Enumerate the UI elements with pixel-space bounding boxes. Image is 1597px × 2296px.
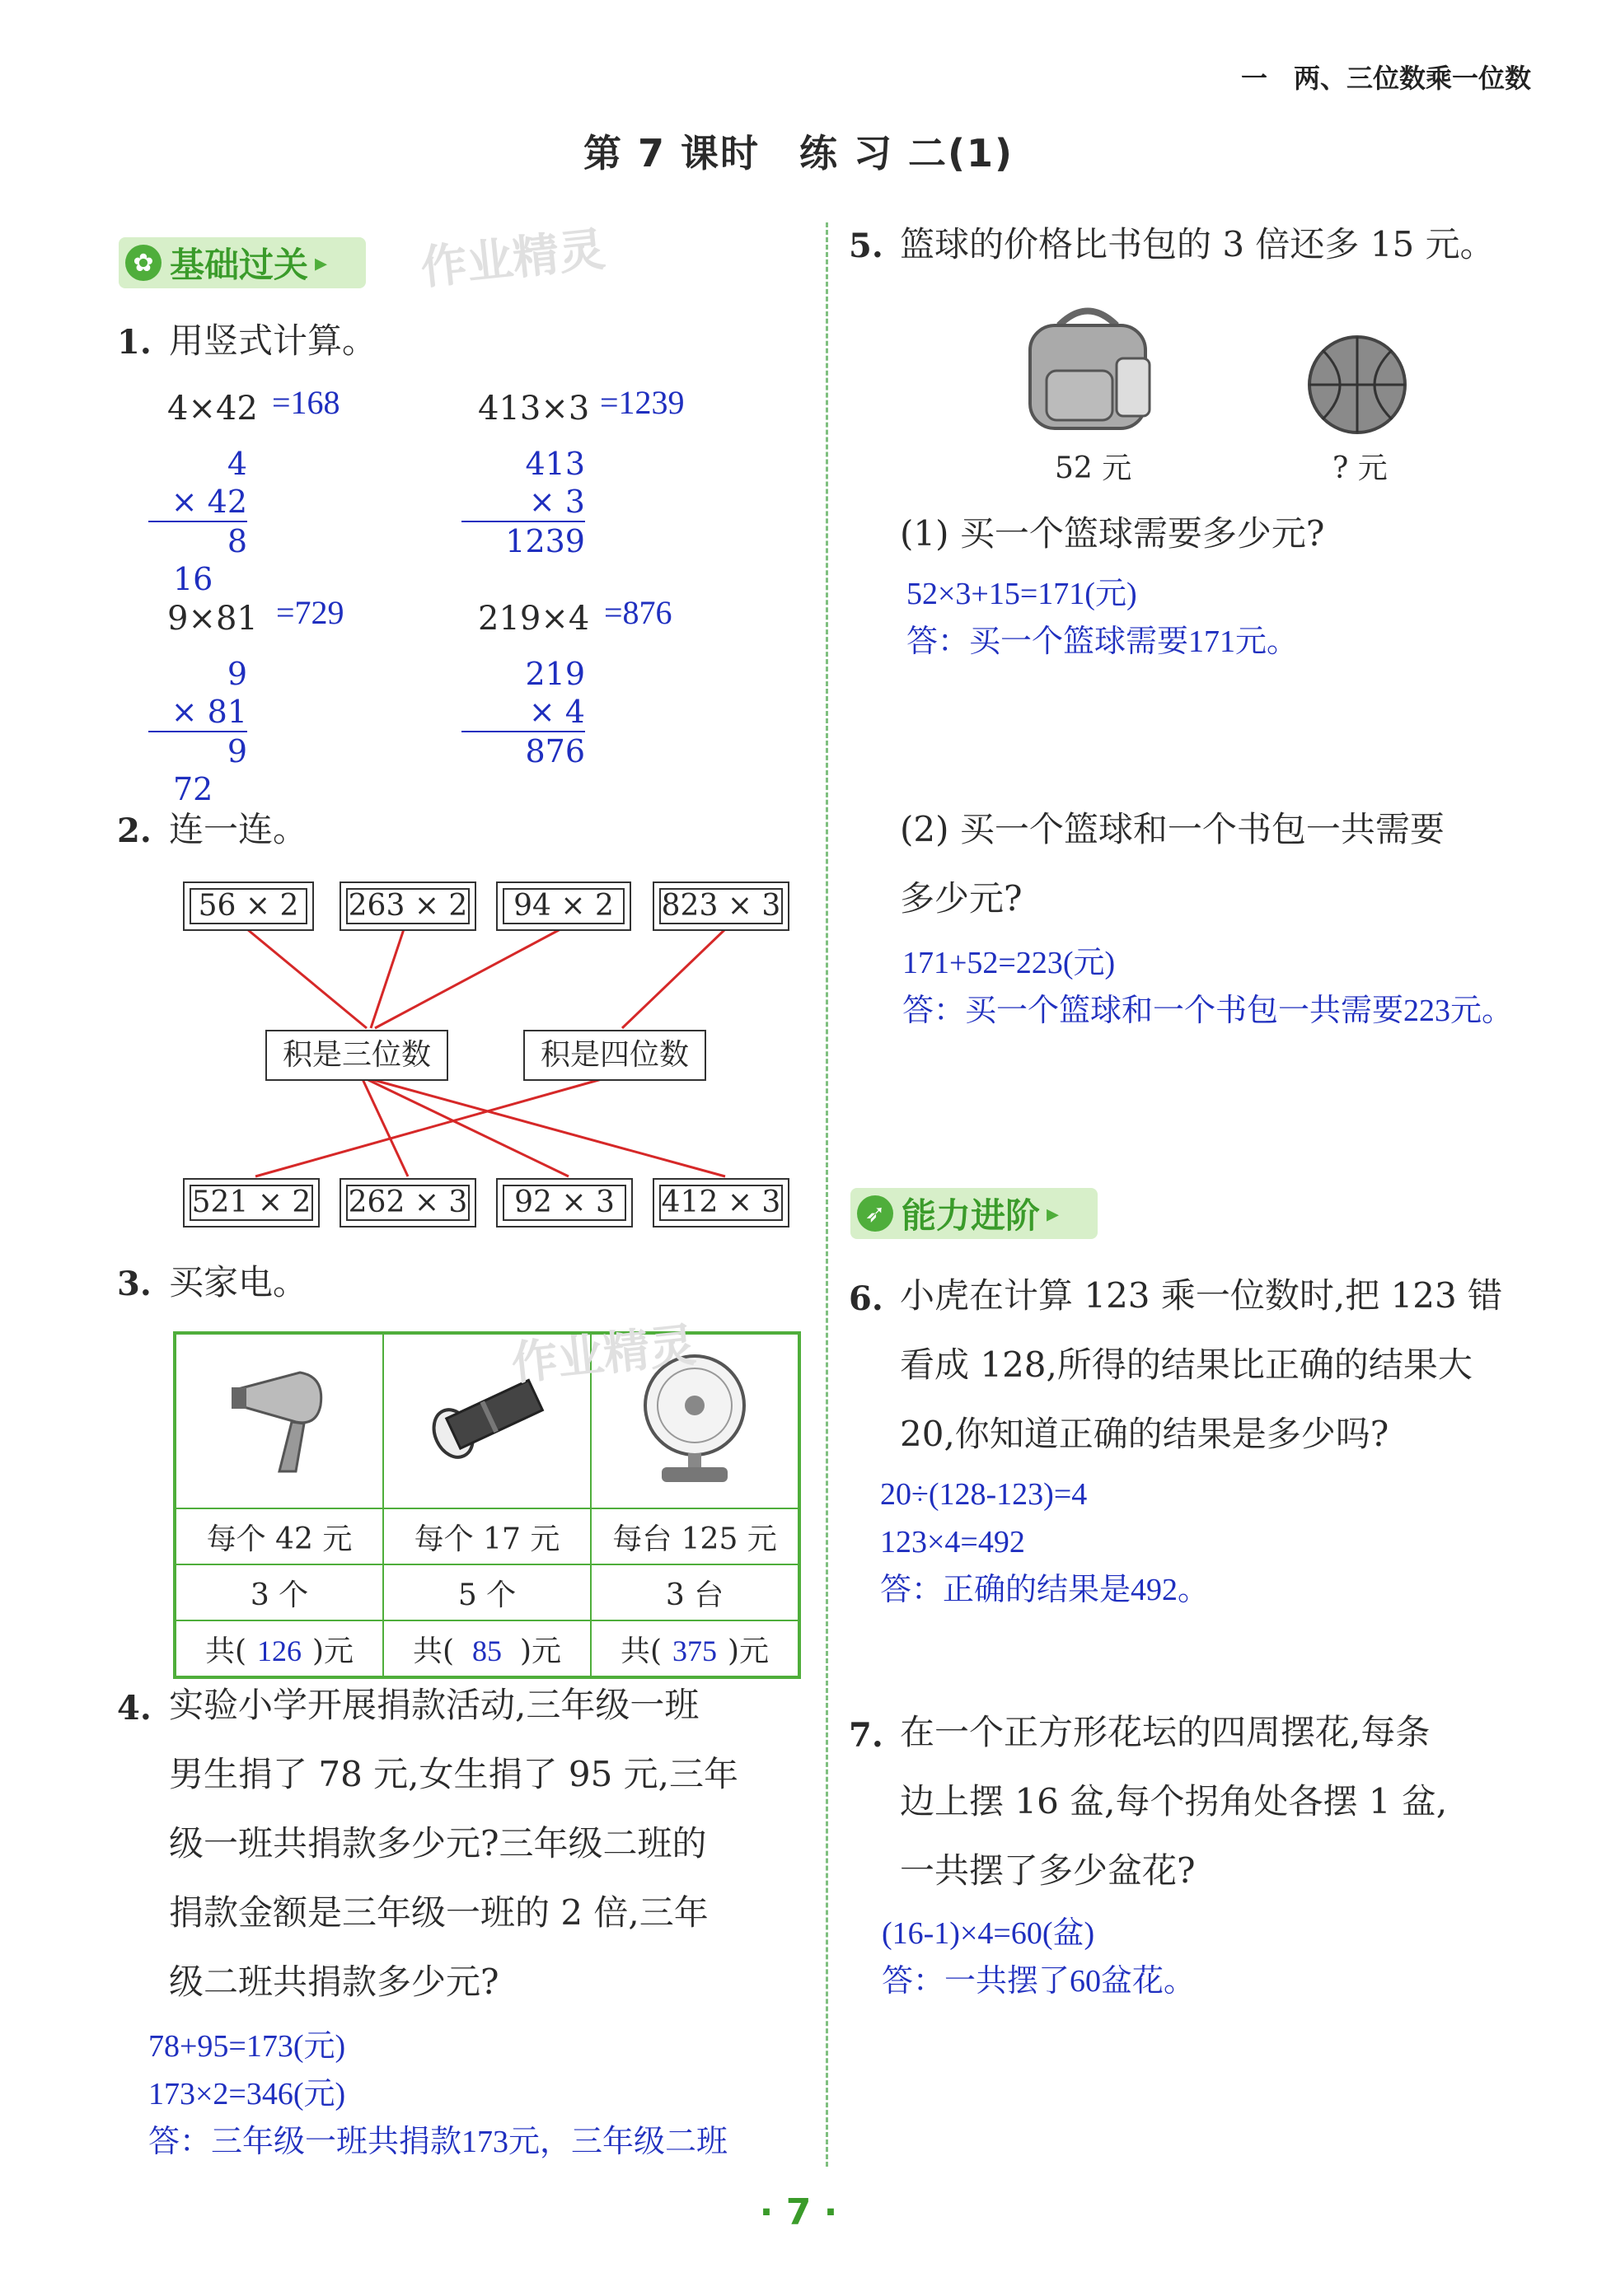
q3-text: 买家电。 xyxy=(169,1262,308,1302)
hair-dryer-icon xyxy=(222,1356,337,1480)
expr-box: 521 × 2 xyxy=(183,1178,320,1227)
q4-number: 4. xyxy=(117,1689,152,1728)
q5-number: 5. xyxy=(849,227,883,265)
q1-vertical-2: 413 × 3 1239 xyxy=(461,445,585,560)
q4-answer: 78+95=173(元) 173×2=346(元) 答：三年级一班共捐款173元，三年级二班 xyxy=(148,2029,728,2159)
expr-box: 823 × 3 xyxy=(653,881,789,931)
q1-answer-1: =168 xyxy=(272,384,340,421)
q7-text: 在一个正方形花坛的四周摆花,每条 边上摆 16 盆,每个拐角处各摆 1 盆, 一共摆了多少盆花? xyxy=(900,1712,1448,1891)
backpack-icon xyxy=(1014,301,1162,437)
q1-expr-3: 9×81 xyxy=(167,600,258,638)
basketball-icon xyxy=(1306,334,1409,437)
q1-expr-2: 413×3 xyxy=(478,390,590,428)
q1-vertical-4: 219 × 4 876 xyxy=(461,655,585,770)
total-answer: 85 xyxy=(472,1634,502,1667)
q3-number: 3. xyxy=(117,1265,152,1303)
watermark: 作业精灵 xyxy=(508,1318,699,1391)
match-line xyxy=(363,1079,408,1176)
expr-box: 56 × 2 xyxy=(183,881,314,931)
q1-vertical-1: 4 × 42 8 16 xyxy=(148,445,247,598)
q1-answer-4: =876 xyxy=(604,594,672,631)
q1-number: 1. xyxy=(117,323,152,362)
price-cell: 每个 42 元 xyxy=(175,1508,383,1564)
arrow-icon: ▸ xyxy=(1047,1199,1060,1228)
ball-price-label: ? 元 xyxy=(1332,451,1388,485)
total-cell: 共( 375 )元 xyxy=(591,1620,799,1677)
expr-box: 263 × 2 xyxy=(340,881,476,931)
q7-answer: (16-1)×4=60(盆) 答：一共摆了60盆花。 xyxy=(882,1916,1196,1999)
total-cell: 共( 126 )元 xyxy=(175,1620,383,1677)
q7-number: 7. xyxy=(849,1716,883,1755)
q1-expr-1: 4×42 xyxy=(167,390,258,428)
section-basic-label: 基础过关 xyxy=(170,245,309,285)
q2-number: 2. xyxy=(117,811,152,850)
category-four-digit: 积是四位数 xyxy=(523,1030,706,1081)
q5-answer1: 52×3+15=171(元) 答：买一个篮球需要171元。 xyxy=(906,577,1299,659)
q1-answer-2: =1239 xyxy=(600,384,685,421)
qty-cell: 3 个 xyxy=(175,1564,383,1620)
q1-vertical-3: 9 × 81 9 72 xyxy=(148,655,247,785)
match-line xyxy=(622,929,725,1028)
q5-answer2: 171+52=223(元) 答：买一个篮球和一个书包一共需要223元。 xyxy=(902,946,1514,1028)
section-advanced-banner xyxy=(850,1188,1098,1239)
q5-text: 篮球的价格比书包的 3 倍还多 15 元。 xyxy=(900,224,1495,264)
q6-number: 6. xyxy=(849,1279,883,1318)
gear-icon: ✿ xyxy=(125,245,162,281)
total-answer: 126 xyxy=(257,1634,302,1667)
page-title: 第 7 课时 练 习 二(1) xyxy=(583,131,1014,175)
match-line xyxy=(371,929,404,1028)
q1-expr-4: 219×4 xyxy=(478,600,590,638)
q2-text: 连一连。 xyxy=(169,809,308,849)
qty-cell: 3 台 xyxy=(591,1564,799,1620)
q4-text: 实验小学开展捐款活动,三年级一班 男生捐了 78 元,女生捐了 95 元,三年 级一班共捐款多少元?三年级二班的 捐款金额是三年级一班的 2 倍,三年 级二班共捐款多少元? xyxy=(169,1685,738,2002)
page-number: · 7 · xyxy=(759,2191,838,2233)
q6-text: 小虎在计算 123 乘一位数时,把 123 错 看成 128,所得的结果比正确的结果大 20,你知道正确的结果是多少吗? xyxy=(900,1275,1503,1454)
q6-answer: 20÷(128-123)=4 123×4=492 答：正确的结果是492。 xyxy=(880,1477,1210,1607)
expr-box: 94 × 2 xyxy=(496,881,631,931)
price-cell: 每个 17 元 xyxy=(383,1508,591,1564)
watermark: 作业精灵 xyxy=(418,222,608,296)
arrow-icon: ▸ xyxy=(315,248,328,278)
appliance-table xyxy=(173,1331,801,1679)
section-advanced-label: 能力进阶 xyxy=(902,1195,1041,1236)
price-cell: 每台 125 元 xyxy=(591,1508,799,1564)
category-three-digit: 积是三位数 xyxy=(265,1030,448,1081)
q1-text: 用竖式计算。 xyxy=(169,320,377,361)
expr-box: 262 × 3 xyxy=(340,1178,476,1227)
match-line xyxy=(247,929,367,1028)
q5-sub2: (2) 买一个篮球和一个书包一共需要 多少元? xyxy=(900,809,1445,919)
bag-price-label: 52 元 xyxy=(1055,451,1132,485)
total-answer: 375 xyxy=(672,1634,717,1667)
runner-icon: ➶ xyxy=(857,1195,893,1232)
q1-answer-3: =729 xyxy=(276,594,344,631)
q5-sub1: (1) 买一个篮球需要多少元? xyxy=(900,513,1325,554)
expr-box: 412 × 3 xyxy=(653,1178,789,1227)
qty-cell: 5 个 xyxy=(383,1564,591,1620)
chapter-header: 一 两、三位数乘一位数 xyxy=(1240,63,1531,94)
hair-dryer-cell xyxy=(175,1333,383,1508)
match-line xyxy=(375,929,560,1028)
total-cell: 共( 85 )元 xyxy=(383,1620,591,1677)
match-line xyxy=(367,1079,569,1176)
expr-box: 92 × 3 xyxy=(496,1178,633,1227)
